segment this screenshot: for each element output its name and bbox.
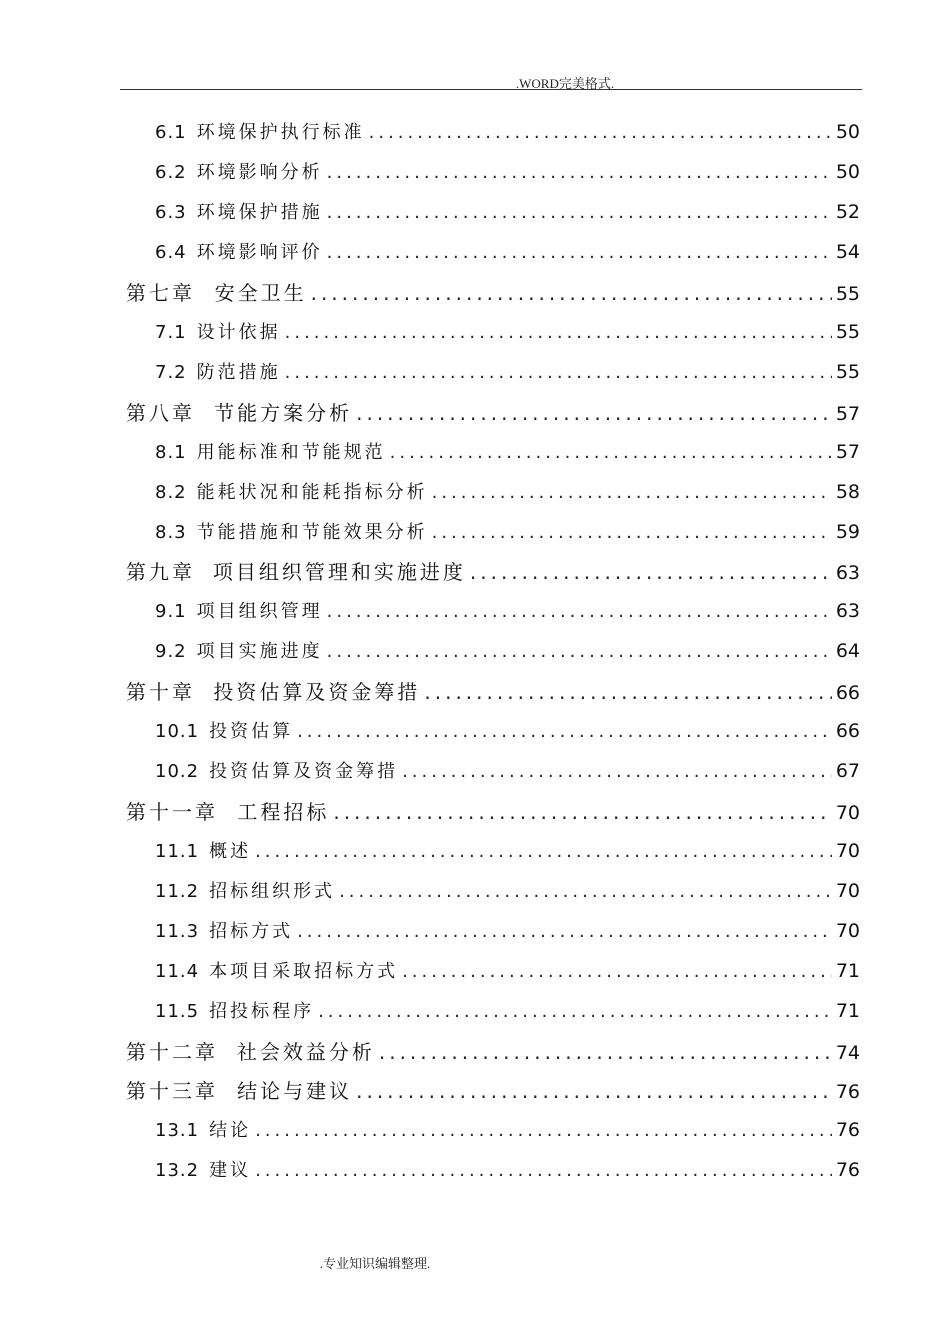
toc-entry-title: 环境影响评价 (196, 242, 323, 263)
toc-chapter-entry[interactable] (126, 277, 860, 307)
toc-entry-number: 11.3 (155, 921, 200, 942)
toc-entry-number: 10.1 (155, 721, 200, 742)
toc-page-number: 70 (835, 880, 860, 902)
toc-entry-number: 7.1 (155, 322, 187, 343)
toc-section-entry[interactable] (155, 597, 860, 627)
toc-entry-title: 环境保护措施 (196, 202, 323, 223)
toc-section-entry[interactable] (155, 118, 860, 148)
toc-page-number: 70 (835, 840, 860, 862)
toc-entry-title: 投资估算 (209, 721, 294, 742)
toc-entry-title: 项目组织管理 (196, 601, 323, 622)
toc-dot-leader (402, 761, 832, 782)
toc-entry-title: 概述 (209, 841, 252, 862)
toc-section-entry[interactable] (155, 717, 860, 747)
toc-entry-number: 第九章 (126, 560, 195, 584)
toc-section-entry[interactable] (155, 478, 860, 508)
toc-entry-number: 6.4 (155, 242, 187, 263)
toc-chapter-entry[interactable] (126, 1075, 860, 1105)
toc-section-entry[interactable] (155, 518, 860, 548)
toc-entry-number: 第十一章 (126, 800, 218, 824)
toc-section-entry[interactable] (155, 1156, 860, 1186)
toc-entry-title: 用能标准和节能规范 (196, 442, 386, 463)
toc-entry-title: 本项目采取招标方式 (209, 961, 399, 982)
toc-page-number: 57 (835, 441, 860, 463)
toc-section-entry[interactable] (155, 877, 860, 907)
toc-dot-leader (327, 202, 832, 223)
toc-dot-leader (424, 680, 831, 704)
toc-entry-title: 节能方案分析 (214, 401, 353, 425)
toc-page-number: 59 (835, 521, 860, 543)
toc-dot-leader (402, 961, 832, 982)
toc-chapter-entry[interactable] (126, 796, 860, 826)
toc-entry-number: 9.1 (155, 601, 187, 622)
page-footer-text: .专业知识编辑整理. (319, 1256, 431, 1271)
toc-entry-title: 建议 (209, 1160, 252, 1181)
toc-entry-number: 13.2 (155, 1160, 200, 1181)
toc-chapter-entry[interactable] (126, 397, 860, 427)
toc-entry-title: 能耗状况和能耗指标分析 (196, 482, 428, 503)
toc-section-entry[interactable] (155, 318, 860, 348)
toc-dot-leader (470, 560, 832, 584)
toc-dot-leader (327, 242, 832, 263)
toc-dot-leader (432, 482, 832, 503)
toc-entry-title: 招标组织形式 (209, 881, 336, 902)
toc-section-entry[interactable] (155, 997, 860, 1027)
toc-entry-title: 投资估算及资金筹措 (213, 680, 421, 704)
toc-dot-leader (318, 1001, 832, 1022)
toc-entry-number: 13.1 (155, 1120, 200, 1141)
toc-dot-leader (333, 800, 831, 824)
toc-entry-title: 招标方式 (209, 921, 294, 942)
toc-page-number: 64 (835, 640, 860, 662)
toc-chapter-entry[interactable] (126, 1036, 860, 1066)
toc-page-number: 54 (835, 241, 860, 263)
toc-entry-number: 8.3 (155, 522, 187, 543)
toc-dot-leader (390, 442, 832, 463)
toc-chapter-entry[interactable] (126, 556, 860, 586)
toc-page-number: 67 (835, 760, 860, 782)
toc-section-entry[interactable] (155, 917, 860, 947)
toc-section-entry[interactable] (155, 837, 860, 867)
toc-page-number: 71 (835, 1000, 860, 1022)
toc-entry-title: 防范措施 (196, 362, 281, 383)
toc-page-number: 76 (835, 1081, 860, 1103)
toc-entry-title: 社会效益分析 (236, 1040, 375, 1064)
toc-section-entry[interactable] (155, 198, 860, 228)
toc-entry-title: 招投标程序 (209, 1001, 315, 1022)
toc-dot-leader (297, 921, 832, 942)
toc-page-number: 70 (835, 802, 860, 824)
toc-page-number: 74 (835, 1042, 860, 1064)
toc-dot-leader (311, 281, 832, 305)
toc-page-number: 66 (835, 720, 860, 742)
toc-entry-title: 项目实施进度 (196, 641, 323, 662)
toc-entry-title: 结论 (209, 1120, 252, 1141)
toc-section-entry[interactable] (155, 957, 860, 987)
toc-page-number: 63 (835, 562, 860, 584)
toc-entry-number: 11.2 (155, 881, 200, 902)
toc-page-number: 50 (835, 121, 860, 143)
toc-entry-number: 8.1 (155, 442, 187, 463)
toc-entry-number: 6.2 (155, 162, 187, 183)
toc-chapter-entry[interactable] (126, 676, 860, 706)
toc-entry-number: 第七章 (126, 281, 195, 305)
toc-entry-title: 安全卫生 (214, 281, 307, 305)
toc-page-number: 70 (835, 920, 860, 942)
toc-entry-title: 工程招标 (237, 800, 330, 824)
toc-dot-leader (255, 841, 832, 862)
toc-entry-number: 6.1 (155, 122, 187, 143)
toc-dot-leader (255, 1160, 832, 1181)
toc-dot-leader (356, 1079, 832, 1103)
toc-page-number: 76 (835, 1119, 860, 1141)
toc-dot-leader (327, 641, 832, 662)
toc-dot-leader (297, 721, 832, 742)
toc-entry-number: 8.2 (155, 482, 187, 503)
toc-page-number: 71 (835, 960, 860, 982)
toc-entry-number: 6.3 (155, 202, 187, 223)
toc-entry-number: 第十章 (126, 680, 195, 704)
toc-section-entry[interactable] (155, 158, 860, 188)
header-rule (120, 89, 862, 90)
toc-page-number: 58 (835, 481, 860, 503)
toc-entry-number: 第十三章 (126, 1079, 218, 1103)
toc-entry-title: 设计依据 (196, 322, 281, 343)
toc-section-entry[interactable] (155, 637, 860, 667)
toc-page-number: 55 (835, 321, 860, 343)
toc-entry-title: 节能措施和节能效果分析 (196, 522, 428, 543)
toc-entry-title: 环境影响分析 (196, 162, 323, 183)
toc-dot-leader (255, 1120, 832, 1141)
toc-page-number: 66 (835, 682, 860, 704)
toc-dot-leader (285, 322, 832, 343)
toc-entry-number: 10.2 (155, 761, 200, 782)
toc-entry-title: 环境保护执行标准 (196, 122, 365, 143)
toc-section-entry[interactable] (155, 438, 860, 468)
toc-entry-number: 11.4 (155, 961, 200, 982)
toc-entry-number: 第八章 (126, 401, 195, 425)
toc-section-entry[interactable] (155, 1116, 860, 1146)
toc-entry-number: 11.5 (155, 1001, 200, 1022)
toc-dot-leader (285, 362, 832, 383)
toc-page-number: 55 (835, 361, 860, 383)
toc-page-number: 50 (835, 161, 860, 183)
page-header-text: .WORD完美格式. (515, 76, 615, 91)
toc-entry-title: 投资估算及资金筹措 (209, 761, 399, 782)
toc-dot-leader (327, 601, 832, 622)
toc-entry-title: 结论与建议 (237, 1079, 353, 1103)
toc-entry-title: 项目组织管理和实施进度 (212, 560, 466, 584)
toc-page-number: 55 (835, 283, 860, 305)
toc-dot-leader (379, 1040, 832, 1064)
toc-entry-number: 7.2 (155, 362, 187, 383)
toc-page-number: 63 (835, 600, 860, 622)
toc-entry-number: 第十二章 (126, 1040, 218, 1064)
toc-page-number: 76 (835, 1159, 860, 1181)
toc-entry-number: 9.2 (155, 641, 187, 662)
toc-section-entry[interactable] (155, 358, 860, 388)
toc-section-entry[interactable] (155, 238, 860, 268)
toc-dot-leader (339, 881, 832, 902)
toc-entry-number: 11.1 (155, 841, 200, 862)
toc-dot-leader (327, 162, 832, 183)
toc-dot-leader (369, 122, 832, 143)
toc-section-entry[interactable] (155, 757, 860, 787)
toc-page-number: 57 (835, 403, 860, 425)
toc-dot-leader (432, 522, 832, 543)
toc-page-number: 52 (835, 201, 860, 223)
toc-dot-leader (356, 401, 832, 425)
